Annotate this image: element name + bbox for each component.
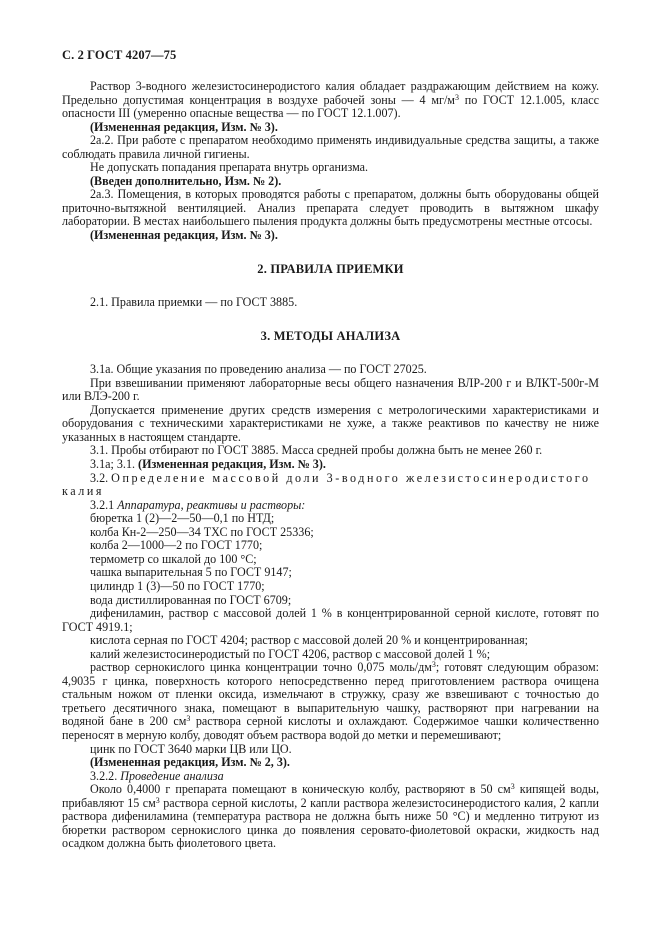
paragraph-2a2: 2а.2. При работе с препаратом необходимо применять индивидуальные средства защиты, а также соблюдать правила личной гигиены. [62,133,599,161]
paragraph-3-1-amend: 3.1а; 3.1. (Измененная редакция, Изм. № 3). [90,457,326,472]
paragraph-2a3: 2а.3. Помещения, в которых проводятся работы с препаратом, должны быть оборудованы общей приточно-вытяжной вентиляцией. Анализ препарата следует проводить в вытяжном шкафу лаборатории. В местах наибольшего пыления продукта должны быть предусмотрены местные отсосы. [62,187,599,229]
paragraph-3-2-1: 3.2.1 Аппаратура, реактивы и растворы: [90,497,306,512]
list-item-sulfuric-acid: кислота серная по ГОСТ 4204; раствор с массовой долей 20 % и концентрированная; [90,633,529,648]
paragraph-2-1: 2.1. Правила приемки — по ГОСТ 3885. [90,295,298,310]
list-item: колба Кн-2—250—34 ТХС по ГОСТ 25336; [90,524,314,539]
section-3-title: 3. МЕТОДЫ АНАЛИЗА [260,328,401,343]
list-item-potassium: калий железистосинеродистый по ГОСТ 4206, раствор с массовой долей 1 %; [90,646,491,661]
paragraph-3-1: 3.1. Пробы отбирают по ГОСТ 3885. Масса средней пробы должна быть не менее 260 г. [90,443,543,458]
list-item: колба 2—1000—2 по ГОСТ 1770; [90,538,263,553]
paragraph-ingestion: Не допускать попадания препарата внутрь организма. [90,160,369,175]
amendment-note: (Измененная редакция, Изм. № 3). [90,228,278,243]
document-body [62,80,599,851]
paragraph-procedure: Около 0,4000 г препарата помещают в коническую колбу, растворяют в 50 $см^3$ кипящей воды, прибавляют 15 $см^3$ раствора серной кислоты, 2 капли раствора железистосинеродистого калия, 2 капли раствора дифениламина (температура раствора не должна быть ниже 50 °С) и медленно титруют из бюретки раствором сернокислого цинка до появления серовато-фиолетовой окраски, жидкость над осадком должна быть фиолетового цвета. [62,782,600,851]
amendment-note: (Измененная редакция, Изм. № 3). [90,119,278,134]
section-2-title: 2. ПРАВИЛА ПРИЕМКИ [257,261,404,276]
list-item-zinc-solution: раствор сернокислого цинка концентрации точно 0,075 моль/$дм^3$; готовят следующим образом: 4,9035 г цинка, поверхность которого непосредственно перед приготовлением раствора очищена стальным ножом от пленки оксида, измельчают в стружку, сразу же взвешивают с точностью до третьего десятичного знака, помещают в выпарительную чашку, растворяют при нагревании на водяной бане в 200 $см^3$ раствора серной кислоты и охлаждают. Содержимое чашки количественно переносят в мерную колбу, доводят объем раствора водой до метки и перемешивают; [62,660,599,742]
list-item-zinc: цинк по ГОСТ 3640 марки ЦВ или ЦО. [90,741,292,756]
paragraph-3-2: 3.2. Определение массовой доли 3-водного железистосинеродистого калия [62,470,591,499]
paragraph-alternatives: Допускается применение других средств измерения с метрологическими характеристиками и оборудования с техническими характеристиками не хуже, а также реактивов по качеству не ниже указанных в настоящем стандарте. [62,402,599,444]
list-item-diphenylamine: дифениламин, раствор с массовой долей 1 % в концентрированной серной кислоте, готовят по ГОСТ 4919.1; [62,606,599,634]
list-item: термометр со шкалой до 100 °С; [90,551,257,566]
paragraph-3-2-2: 3.2.2. Проведение анализа [90,768,224,783]
amendment-note: (Введен дополнительно, Изм. № 2). [90,173,282,188]
list-item: цилиндр 1 (3)—50 по ГОСТ 1770; [90,578,265,593]
paragraph-weighing: При взвешивании применяют лабораторные весы общего назначения ВЛР-200 г и ВЛКТ-500г-М или ВЛЭ-200 г. [62,375,599,404]
amendment-note: (Измененная редакция, Изм. № 2, 3). [90,755,290,770]
paragraph-3-1a: 3.1а. Общие указания по проведению анализа — по ГОСТ 27025. [90,362,427,377]
paragraph-irritation: Раствор 3-водного железистосинеродистого калия обладает раздражающим действием на кожу. Предельно допустимая концентрация в воздухе рабочей зоны — 4 $мг/м^3$ по ГОСТ 12.1.005, класс опасности III (умеренно опасные вещества — по ГОСТ 12.1.007). [62,79,599,121]
page-header: С. 2 ГОСТ 4207—75 [62,48,177,62]
list-item: вода дистиллированная по ГОСТ 6709; [90,592,292,607]
list-item: чашка выпарительная 5 по ГОСТ 9147; [90,565,292,580]
list-item: бюретка 1 (2)—2—50—0,1 по НТД; [90,511,275,526]
